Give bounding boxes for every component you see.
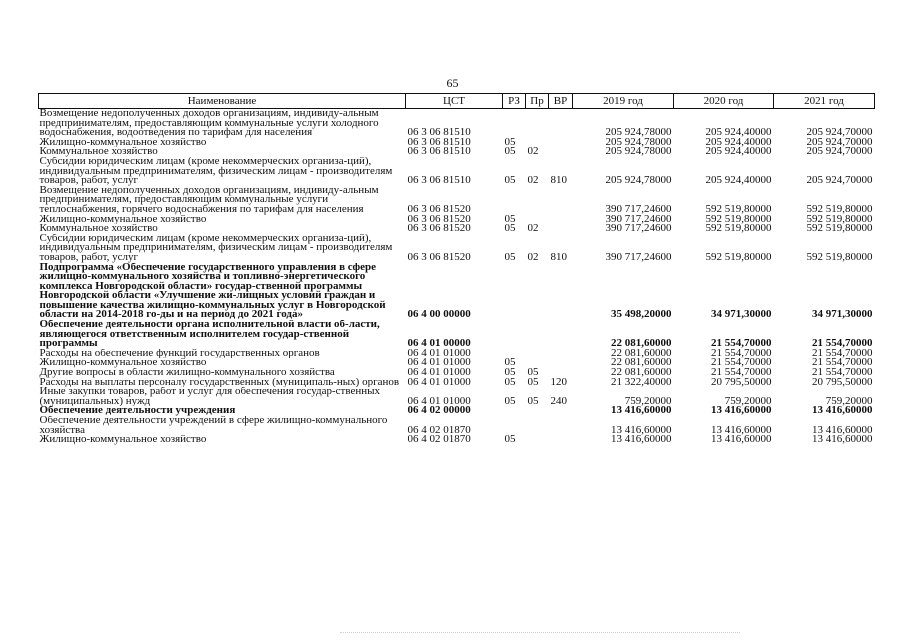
cell-name: Расходы на выплаты персоналу государственных (муниципаль-ных) органов xyxy=(39,377,400,388)
cell-2021: 592 519,80000 xyxy=(806,224,873,234)
cell-2021: 21 554,70000 xyxy=(812,337,873,349)
cell-cst: 06 3 06 81520 xyxy=(407,214,471,225)
header-name: Наименование xyxy=(39,94,406,109)
cell-rz: 05 xyxy=(504,394,516,407)
cell-2019: 205 924,78000 xyxy=(605,126,672,138)
cell-2020: 205 924,40000 xyxy=(705,126,772,138)
cell-2019: 22 081,60000 xyxy=(611,337,672,349)
cell-vr xyxy=(549,349,573,359)
cell-vr xyxy=(549,138,573,148)
table-row xyxy=(39,378,875,388)
cell-cst: 06 4 02 01870 xyxy=(407,423,471,436)
scan-artifact xyxy=(340,632,740,635)
table-row xyxy=(39,358,875,368)
cell-name: Коммунальное хозяйство xyxy=(39,147,158,157)
cell-2021: 205 924,70000 xyxy=(806,126,873,138)
cell-rz: 05 xyxy=(504,147,516,157)
cell-2021: 34 971,30000 xyxy=(812,308,873,321)
cell-cst: 06 4 01 01000 xyxy=(407,358,471,369)
cell-name: Расходы на обеспечение функций государственных органов xyxy=(39,348,320,359)
cell-cst: 06 4 02 00000 xyxy=(407,406,471,416)
cell-name: Обеспечение деятельности учреждения xyxy=(39,406,236,416)
cell-2019: 205 924,78000 xyxy=(605,147,672,157)
table-row xyxy=(39,234,875,263)
cell-2019: 22 081,60000 xyxy=(611,348,672,359)
cell-pr: 02 xyxy=(527,250,539,263)
table-header-row xyxy=(39,94,875,109)
cell-2021: 13 416,60000 xyxy=(812,435,873,445)
table-row xyxy=(39,349,875,359)
cell-cst: 06 3 06 81510 xyxy=(407,137,471,148)
cell-2020: 20 795,50000 xyxy=(711,377,772,388)
cell-name: Субсидии юридическим лицам (кроме некоммерческих организа-ций), индивидуальным предпринимателям, физическим лицам - производителям товаров, работ, услуг xyxy=(39,156,393,186)
cell-2019: 390 717,24600 xyxy=(605,202,672,215)
cell-2020: 592 519,80000 xyxy=(705,250,772,263)
cell-vr xyxy=(549,368,573,378)
cell-vr: 240 xyxy=(550,394,567,407)
cell-rz xyxy=(503,186,526,215)
cell-cst: 06 3 06 81510 xyxy=(407,174,471,186)
cell-2020: 13 416,60000 xyxy=(711,406,772,416)
cell-2021: 21 554,70000 xyxy=(812,358,873,369)
cell-2019: 21 322,40000 xyxy=(611,377,672,388)
cell-2021: 592 519,80000 xyxy=(806,202,873,215)
cell-pr xyxy=(526,320,549,349)
cell-cst: 06 3 06 81510 xyxy=(407,126,471,138)
cell-vr xyxy=(549,358,573,368)
cell-2021: 21 554,70000 xyxy=(812,368,873,378)
cell-pr xyxy=(526,138,549,148)
cell-name: Возмещение недополученных доходов организациям, индивиду-альным предпринимателям, предоставляющим коммунальные услуги теплоснабжения, горячего водоснабжения по тарифам для населения xyxy=(39,185,379,215)
cell-rz: 05 xyxy=(504,214,516,225)
cell-2021: 592 519,80000 xyxy=(806,214,873,225)
cell-2019: 390 717,24600 xyxy=(605,214,672,225)
cell-rz xyxy=(503,320,526,349)
cell-2019: 35 498,20000 xyxy=(611,308,672,321)
cell-2019: 390 717,24600 xyxy=(605,250,672,263)
cell-2020: 34 971,30000 xyxy=(711,308,772,321)
table-row xyxy=(39,435,875,445)
cell-cst: 06 4 01 01000 xyxy=(407,348,471,359)
table-row xyxy=(39,263,875,321)
cell-name: Коммунальное хозяйство xyxy=(39,224,158,234)
cell-pr xyxy=(526,358,549,368)
cell-vr xyxy=(549,320,573,349)
cell-vr: 810 xyxy=(550,174,567,186)
table-row xyxy=(39,186,875,215)
page-number: 65 xyxy=(446,76,459,90)
cell-cst: 06 3 06 81520 xyxy=(407,250,471,263)
cell-cst: 06 4 01 01000 xyxy=(407,368,471,378)
table-row xyxy=(39,224,875,234)
cell-name: Возмещение недополученных доходов организациям, индивиду-альным предпринимателям, предоставляющим коммунальные услуги холодного водоснабжения, водоотведения по тарифам для населения xyxy=(39,108,379,138)
header-2019: 2019 год xyxy=(573,94,674,109)
cell-name: Обеспечение деятельности учреждений в сфере жилищно-коммунального хозяйства xyxy=(39,416,388,436)
cell-cst: 06 4 01 01000 xyxy=(407,394,471,407)
cell-pr: 02 xyxy=(527,224,539,234)
cell-vr xyxy=(549,263,573,321)
cell-cst: 06 3 06 81520 xyxy=(407,224,471,234)
cell-vr: 810 xyxy=(550,250,567,263)
table-row xyxy=(39,320,875,349)
cell-2019: 13 416,60000 xyxy=(611,406,672,416)
table-row xyxy=(39,406,875,416)
cell-2021: 205 924,70000 xyxy=(806,147,873,157)
cell-2020: 21 554,70000 xyxy=(711,368,772,378)
cell-pr xyxy=(526,416,549,435)
cell-2019: 13 416,60000 xyxy=(611,423,672,436)
cell-name: Другие вопросы в области жилищно-коммунального хозяйства xyxy=(39,368,335,378)
cell-vr xyxy=(549,109,573,138)
cell-cst: 06 4 00 00000 xyxy=(407,308,471,321)
cell-rz: 05 xyxy=(504,137,516,148)
cell-pr xyxy=(526,406,549,416)
table-row xyxy=(39,387,875,406)
cell-cst: 06 4 01 00000 xyxy=(407,337,471,349)
table-row xyxy=(39,147,875,157)
table-row xyxy=(39,416,875,435)
cell-pr xyxy=(526,109,549,138)
cell-2020: 21 554,70000 xyxy=(711,348,772,359)
cell-2020: 592 519,80000 xyxy=(705,214,772,225)
cell-vr xyxy=(549,215,573,225)
cell-rz: 05 xyxy=(504,435,516,445)
cell-pr xyxy=(526,186,549,215)
cell-rz: 05 xyxy=(504,358,516,369)
cell-2021: 205 924,70000 xyxy=(806,137,873,148)
cell-pr: 05 xyxy=(527,368,539,378)
cell-cst: 06 3 06 81520 xyxy=(407,202,471,215)
cell-name: Жилищно-коммунальное хозяйство xyxy=(39,435,207,445)
cell-2020: 21 554,70000 xyxy=(711,337,772,349)
cell-cst: 06 3 06 81510 xyxy=(407,147,471,157)
cell-rz: 05 xyxy=(504,174,516,186)
cell-2019: 205 924,78000 xyxy=(605,174,672,186)
cell-rz xyxy=(503,109,526,138)
cell-name: Жилищно-коммунальное хозяйство xyxy=(39,137,207,148)
cell-rz xyxy=(503,263,526,321)
cell-2021: 205 924,70000 xyxy=(806,174,873,186)
cell-pr xyxy=(526,263,549,321)
cell-2021: 13 416,60000 xyxy=(812,406,873,416)
cell-2019: 759,20000 xyxy=(624,394,672,407)
cell-2019: 22 081,60000 xyxy=(611,368,672,378)
cell-pr xyxy=(526,349,549,359)
cell-rz: 05 xyxy=(504,224,516,234)
cell-2021: 592 519,80000 xyxy=(806,250,873,263)
cell-rz xyxy=(503,349,526,359)
cell-name: Иные закупки товаров, работ и услуг для обеспечения государ-ственных (муниципальных) нужд xyxy=(39,387,381,407)
cell-vr xyxy=(549,186,573,215)
cell-2020: 592 519,80000 xyxy=(705,224,772,234)
cell-2021: 20 795,50000 xyxy=(812,377,873,388)
cell-pr xyxy=(526,215,549,225)
cell-pr xyxy=(526,435,549,445)
cell-pr: 02 xyxy=(527,147,539,157)
cell-2019: 22 081,60000 xyxy=(611,358,672,369)
header-2021: 2021 год xyxy=(774,94,875,109)
table-row xyxy=(39,215,875,225)
cell-2020: 21 554,70000 xyxy=(711,358,772,369)
cell-2020: 13 416,60000 xyxy=(711,423,772,436)
cell-2020: 205 924,40000 xyxy=(705,174,772,186)
table-row xyxy=(39,368,875,378)
cell-pr: 05 xyxy=(527,377,539,388)
cell-2020: 205 924,40000 xyxy=(705,137,772,148)
cell-2021: 13 416,60000 xyxy=(812,423,873,436)
table-row xyxy=(39,109,875,138)
cell-name: Жилищно-коммунальное хозяйство xyxy=(39,214,207,225)
header-2020: 2020 год xyxy=(674,94,774,109)
cell-2019: 205 924,78000 xyxy=(605,137,672,148)
cell-rz: 05 xyxy=(504,377,516,388)
header-cst: ЦСТ xyxy=(406,94,503,109)
cell-2021: 759,20000 xyxy=(825,394,873,407)
header-rz: РЗ xyxy=(503,94,526,109)
cell-pr: 02 xyxy=(527,174,539,186)
cell-vr xyxy=(549,416,573,435)
cell-name: Подпрограмма «Обеспечение государственного управления в сфере жилищно-коммунального хозяйства и топливно-энергетического комплекса Новгородской области» государ-ственной программы Новгородской области «Улучшение жи-лищных условий граждан и повышение качества жилищно-коммунальных услуг в Новгородской области на 2014-2018 го-ды и на период до 2021 года» xyxy=(39,262,386,321)
budget-table xyxy=(38,93,875,445)
cell-cst: 06 4 01 01000 xyxy=(407,377,471,388)
cell-2019: 13 416,60000 xyxy=(611,435,672,445)
cell-name: Субсидии юридическим лицам (кроме некоммерческих организа-ций), индивидуальным предпринимателям, физическим лицам - производителям товаров, работ, услуг xyxy=(39,233,393,263)
cell-name: Жилищно-коммунальное хозяйство xyxy=(39,358,207,369)
cell-vr: 120 xyxy=(550,377,567,388)
cell-vr xyxy=(549,224,573,234)
cell-rz xyxy=(503,416,526,435)
cell-2020: 205 924,40000 xyxy=(705,147,772,157)
cell-rz xyxy=(503,406,526,416)
cell-rz: 05 xyxy=(504,250,516,263)
cell-2021: 21 554,70000 xyxy=(812,348,873,359)
cell-2020: 592 519,80000 xyxy=(705,202,772,215)
cell-2020: 13 416,60000 xyxy=(711,435,772,445)
cell-name: Обеспечение деятельности органа исполнительной власти об-ласти, являющегося ответственным исполнителем государ-ственной программы xyxy=(39,320,380,349)
cell-pr: 05 xyxy=(527,394,539,407)
header-pr: Пр xyxy=(526,94,549,109)
cell-rz: 05 xyxy=(504,368,516,378)
table-row xyxy=(39,157,875,186)
cell-2020: 759,20000 xyxy=(724,394,772,407)
header-vr: ВР xyxy=(549,94,573,109)
cell-vr xyxy=(549,406,573,416)
cell-cst: 06 4 02 01870 xyxy=(407,435,471,445)
table-row xyxy=(39,138,875,148)
cell-2019: 390 717,24600 xyxy=(605,224,672,234)
cell-vr xyxy=(549,147,573,157)
cell-vr xyxy=(549,435,573,445)
